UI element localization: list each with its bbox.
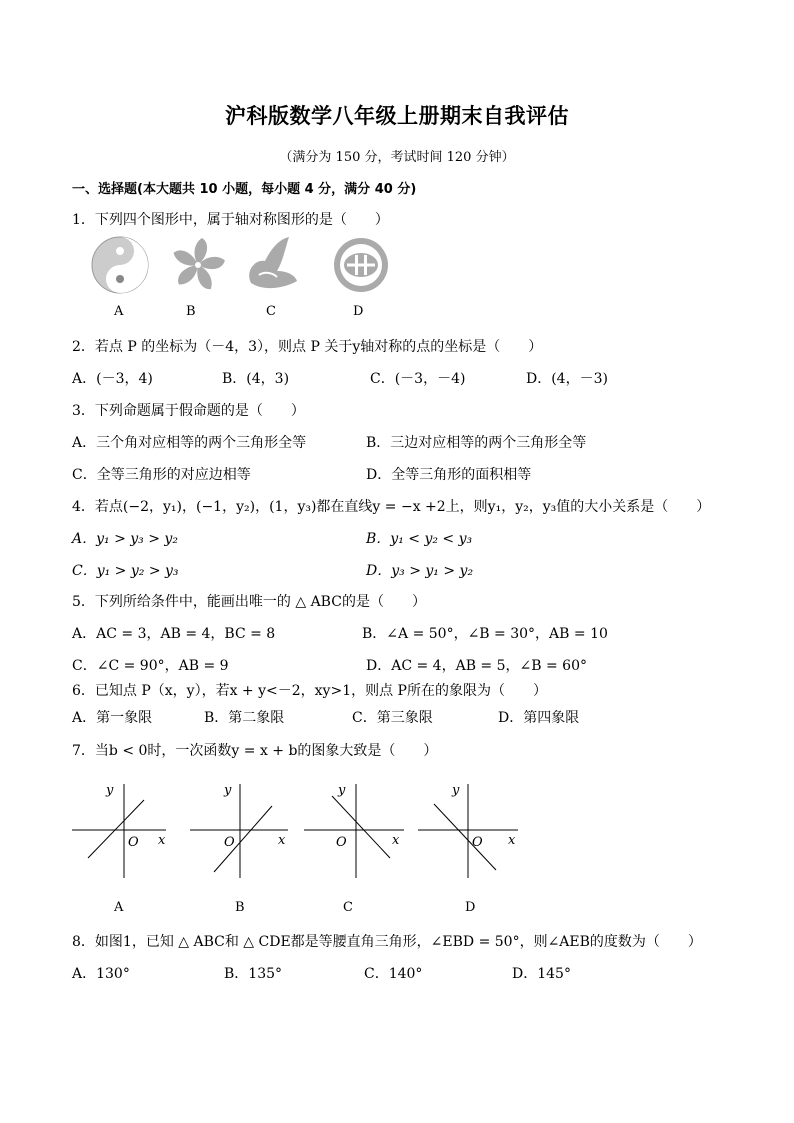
question-6-option-c: C．第三象限 (352, 710, 433, 726)
bird-figure (249, 237, 297, 288)
question-6-option-a: A．第一象限 (72, 710, 153, 726)
question-7-graphs (66, 776, 526, 886)
graph-d-origin-label: O (472, 835, 483, 850)
question-4-option-b: B．y₁ < y₂ < y₃ (366, 531, 473, 547)
question-2-stem: 2．若点 P 的坐标为（－4，3），则点 P 关于y轴对称的点的坐标是（ ） (72, 339, 543, 355)
question-5-option-b: B．∠A = 50°，∠B = 30°，AB = 10 (362, 626, 608, 642)
graph-b-x-label: x (278, 833, 286, 848)
question-4-stem: 4．若点(−2，y₁)，(−1，y₂)，(1，y₃)都在直线y = −x +2上，则y₁，y₂，y₃值的大小关系是（ ） (72, 499, 711, 515)
question-7-caption-c: C (343, 900, 353, 915)
graph-c-x-label: x (392, 833, 400, 848)
coin-logo-figure (334, 238, 388, 292)
question-5-option-a: A．AC = 3，AB = 4，BC = 8 (72, 626, 276, 642)
question-8-option-d: D．145° (512, 966, 571, 982)
question-2-option-c: C．(－3，－4) (370, 371, 466, 387)
question-3-option-a: A．三个角对应相等的两个三角形全等 (72, 435, 307, 451)
question-6-stem: 6．已知点 P（x，y），若x + y<－2，xy>1，则点 P所在的象限为（ ） (72, 683, 547, 699)
graph-b (190, 783, 288, 878)
graph-a-origin-label: O (128, 835, 139, 850)
graph-c-origin-label: O (336, 835, 347, 850)
question-1-caption-b: B (186, 304, 196, 319)
question-2-option-a: A．(－3，4) (72, 371, 153, 387)
question-3-option-b: B．三边对应相等的两个三角形全等 (366, 435, 587, 451)
question-8-option-c: C．140° (364, 966, 423, 982)
page-title: 沪科版数学八年级上册期末自我评估 (225, 104, 569, 128)
graph-a-x-label: x (158, 833, 166, 848)
question-8-option-b: B．135° (224, 966, 283, 982)
question-4-option-a: A．y₁ > y₃ > y₂ (72, 531, 178, 547)
question-7-stem: 7．当b < 0时，一次函数y = x + b的图象大致是（ ） (72, 743, 438, 759)
graph-b-y-label: y (224, 783, 232, 798)
graph-d-y-label: y (452, 783, 460, 798)
question-1-caption-a: A (114, 304, 124, 319)
question-2-option-d: D．(4，－3) (526, 371, 608, 387)
question-7-caption-b: B (235, 900, 245, 915)
question-3-stem: 3．下列命题属于假命题的是（ ） (72, 403, 305, 419)
graph-c-y-label: y (338, 783, 346, 798)
question-5-option-d: D．AC = 4，AB = 5，∠B = 60° (366, 658, 587, 674)
question-7-caption-a: A (114, 900, 124, 915)
question-7-caption-d: D (465, 900, 476, 915)
graph-d (418, 783, 518, 878)
question-8-option-a: A．130° (72, 966, 130, 982)
question-6-option-d: D．第四象限 (498, 710, 580, 726)
question-2-option-b: B．(4，3) (222, 371, 290, 387)
question-1-caption-c: C (266, 304, 276, 319)
bauhinia-figure (171, 238, 226, 292)
yin-yang-figure (92, 237, 148, 293)
question-8-stem: 8．如图1，已知 △ ABC和 △ CDE都是等腰直角三角形，∠EBD = 50°，则∠AEB的度数为（ ） (72, 934, 702, 950)
exam-info: （满分为 150 分，考试时间 120 分钟） (279, 150, 515, 165)
question-3-option-d: D．全等三角形的面积相等 (366, 467, 532, 483)
section-heading: 一、选择题(本大题共 10 小题，每小题 4 分，满分 40 分) (72, 182, 417, 197)
question-5-stem: 5．下列所给条件中，能画出唯一的 △ ABC的是（ ） (72, 594, 426, 610)
question-1-figures (88, 234, 408, 298)
question-1-caption-d: D (353, 304, 364, 319)
graph-a-y-label: y (106, 783, 114, 798)
question-5-option-c: C．∠C = 90°，AB = 9 (72, 658, 229, 674)
question-6-option-b: B．第二象限 (204, 710, 285, 726)
graph-a (72, 783, 166, 878)
question-4-option-d: D．y₃ > y₁ > y₂ (366, 563, 474, 579)
graph-b-origin-label: O (224, 835, 235, 850)
graph-d-x-label: x (508, 833, 516, 848)
question-3-option-c: C．全等三角形的对应边相等 (72, 467, 251, 483)
question-1-stem: 1．下列四个图形中，属于轴对称图形的是（ ） (72, 212, 389, 228)
question-4-option-c: C．y₁ > y₂ > y₃ (72, 563, 179, 579)
graph-c (304, 783, 404, 878)
